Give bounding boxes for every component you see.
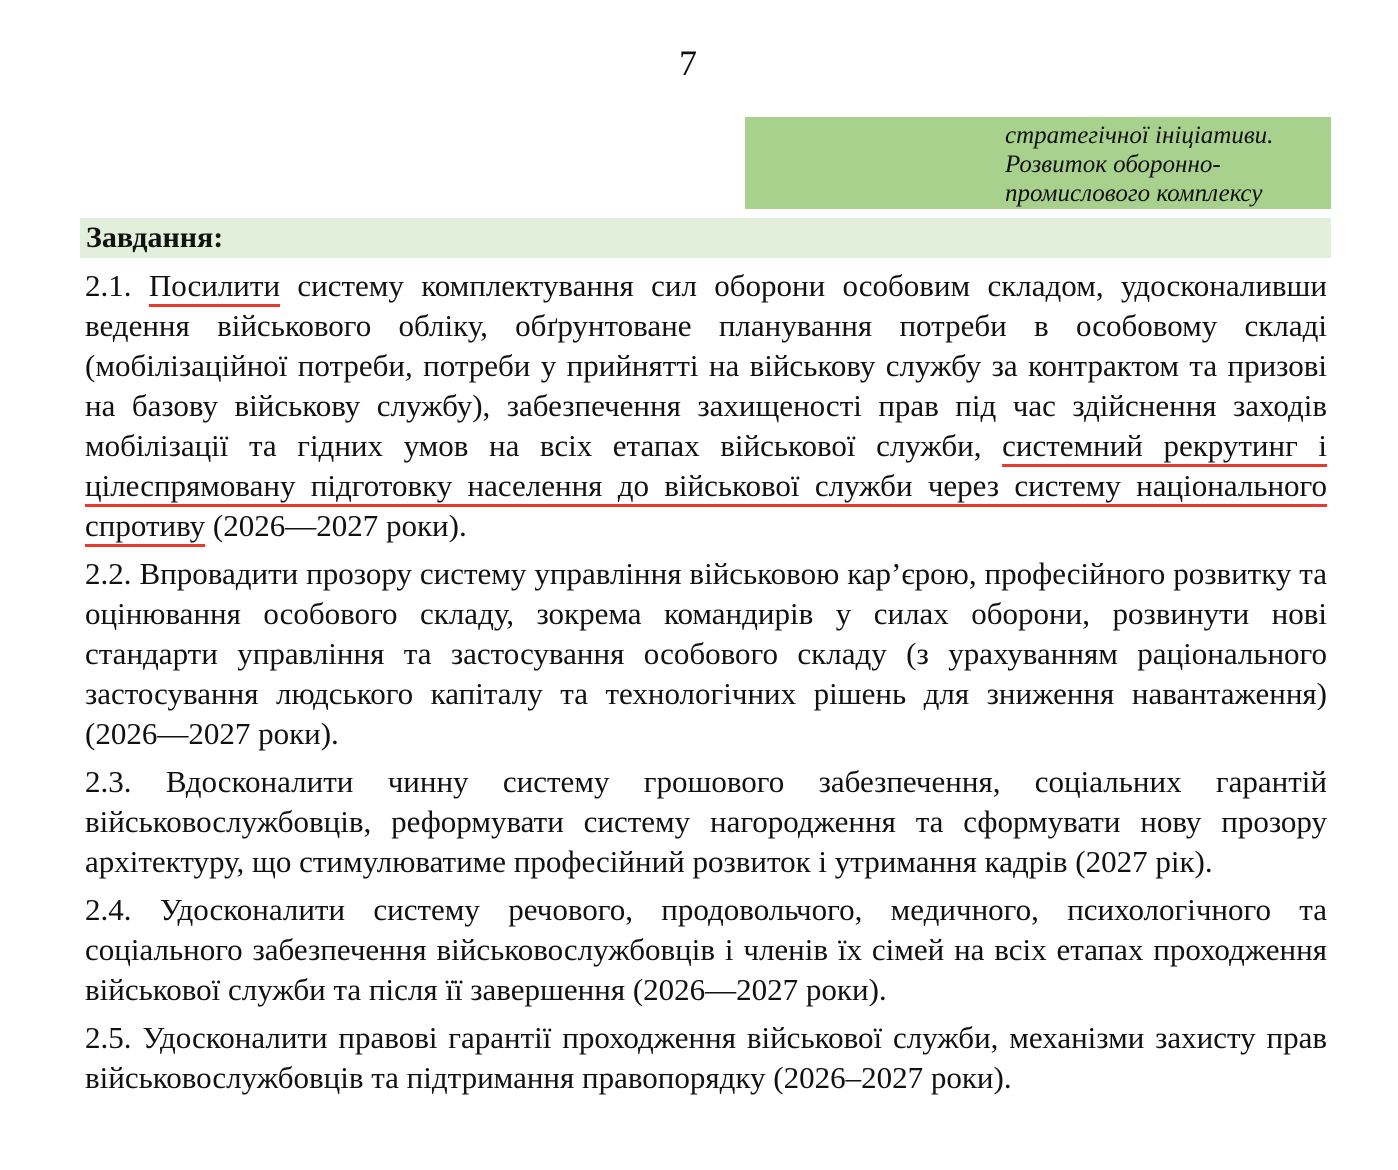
task-2-3	[85, 762, 1327, 882]
task-text: систему комплектування сил оборони особовим складом, удосконаливши ведення військового обліку, обґрунтоване планування потреби в особовому складі (мобілізаційної потреби, потреби у прийнятті на військову службу за контрактом та призові на базову військову службу), забезпечення захищеності прав під час здійснення заходів мобілізації та гідних умов на всіх етапах військової служби,	[85, 268, 1328, 463]
box-line-1: стратегічної ініціативи.	[1005, 122, 1274, 149]
task-number: 2.4.	[85, 892, 132, 927]
box-line-3: промислового комплексу	[1005, 180, 1263, 207]
strategic-initiative-box	[745, 117, 1331, 209]
box-line-2: Розвиток оборонно-	[1005, 151, 1221, 178]
underlined-phrase: системний рекрутинг і цілеспрямовану підготовку населення до військової служби через систему національного спротиву	[85, 428, 1327, 543]
task-text: Удосконалити систему речового, продовольчого, медичного, психологічного та соціального забезпечення військовослужбовців і членів їх сімей на всіх етапах проходження військової служби та після її завершення (2026—2027 роки).	[85, 892, 1327, 1007]
underlined-phrase: Посилити	[148, 268, 281, 303]
task-text: Вдосконалити чинну систему грошового забезпечення, соціальних гарантій військовослужбовців, реформувати систему нагородження та сформувати нову прозору архітектуру, що стимулюватиме професійний розвиток і утримання кадрів (2027 рік).	[85, 764, 1327, 879]
page-number: 7	[679, 43, 697, 83]
task-text: Впровадити прозору систему управління військовою кар’єрою, професійного розвитку та оцінювання особового складу, зокрема командирів у силах оборони, розвинути нові стандарти управління та застосування особового складу (з урахуванням раціонального застосування людського капіталу та технологічних рішень для зниження навантаження) (2026—2027 роки).	[85, 556, 1327, 751]
tasks-header-band	[80, 218, 1331, 258]
task-2-1	[85, 266, 1327, 546]
task-2-5	[85, 1018, 1327, 1098]
tasks-list	[85, 266, 1327, 1098]
task-text: Удосконалити правові гарантії проходження військової служби, механізми захисту прав військовослужбовців та підтримання правопорядку (2026–2027 роки).	[85, 1020, 1327, 1095]
task-2-4	[85, 890, 1327, 1010]
task-2-2	[85, 554, 1327, 754]
task-number: 2.2.	[85, 556, 132, 591]
task-number: 2.5.	[85, 1020, 132, 1055]
task-text: (2026—2027 роки).	[205, 508, 467, 543]
task-number: 2.1.	[85, 268, 132, 303]
task-number: 2.3.	[85, 764, 132, 799]
tasks-header: Завдання:	[86, 221, 224, 254]
